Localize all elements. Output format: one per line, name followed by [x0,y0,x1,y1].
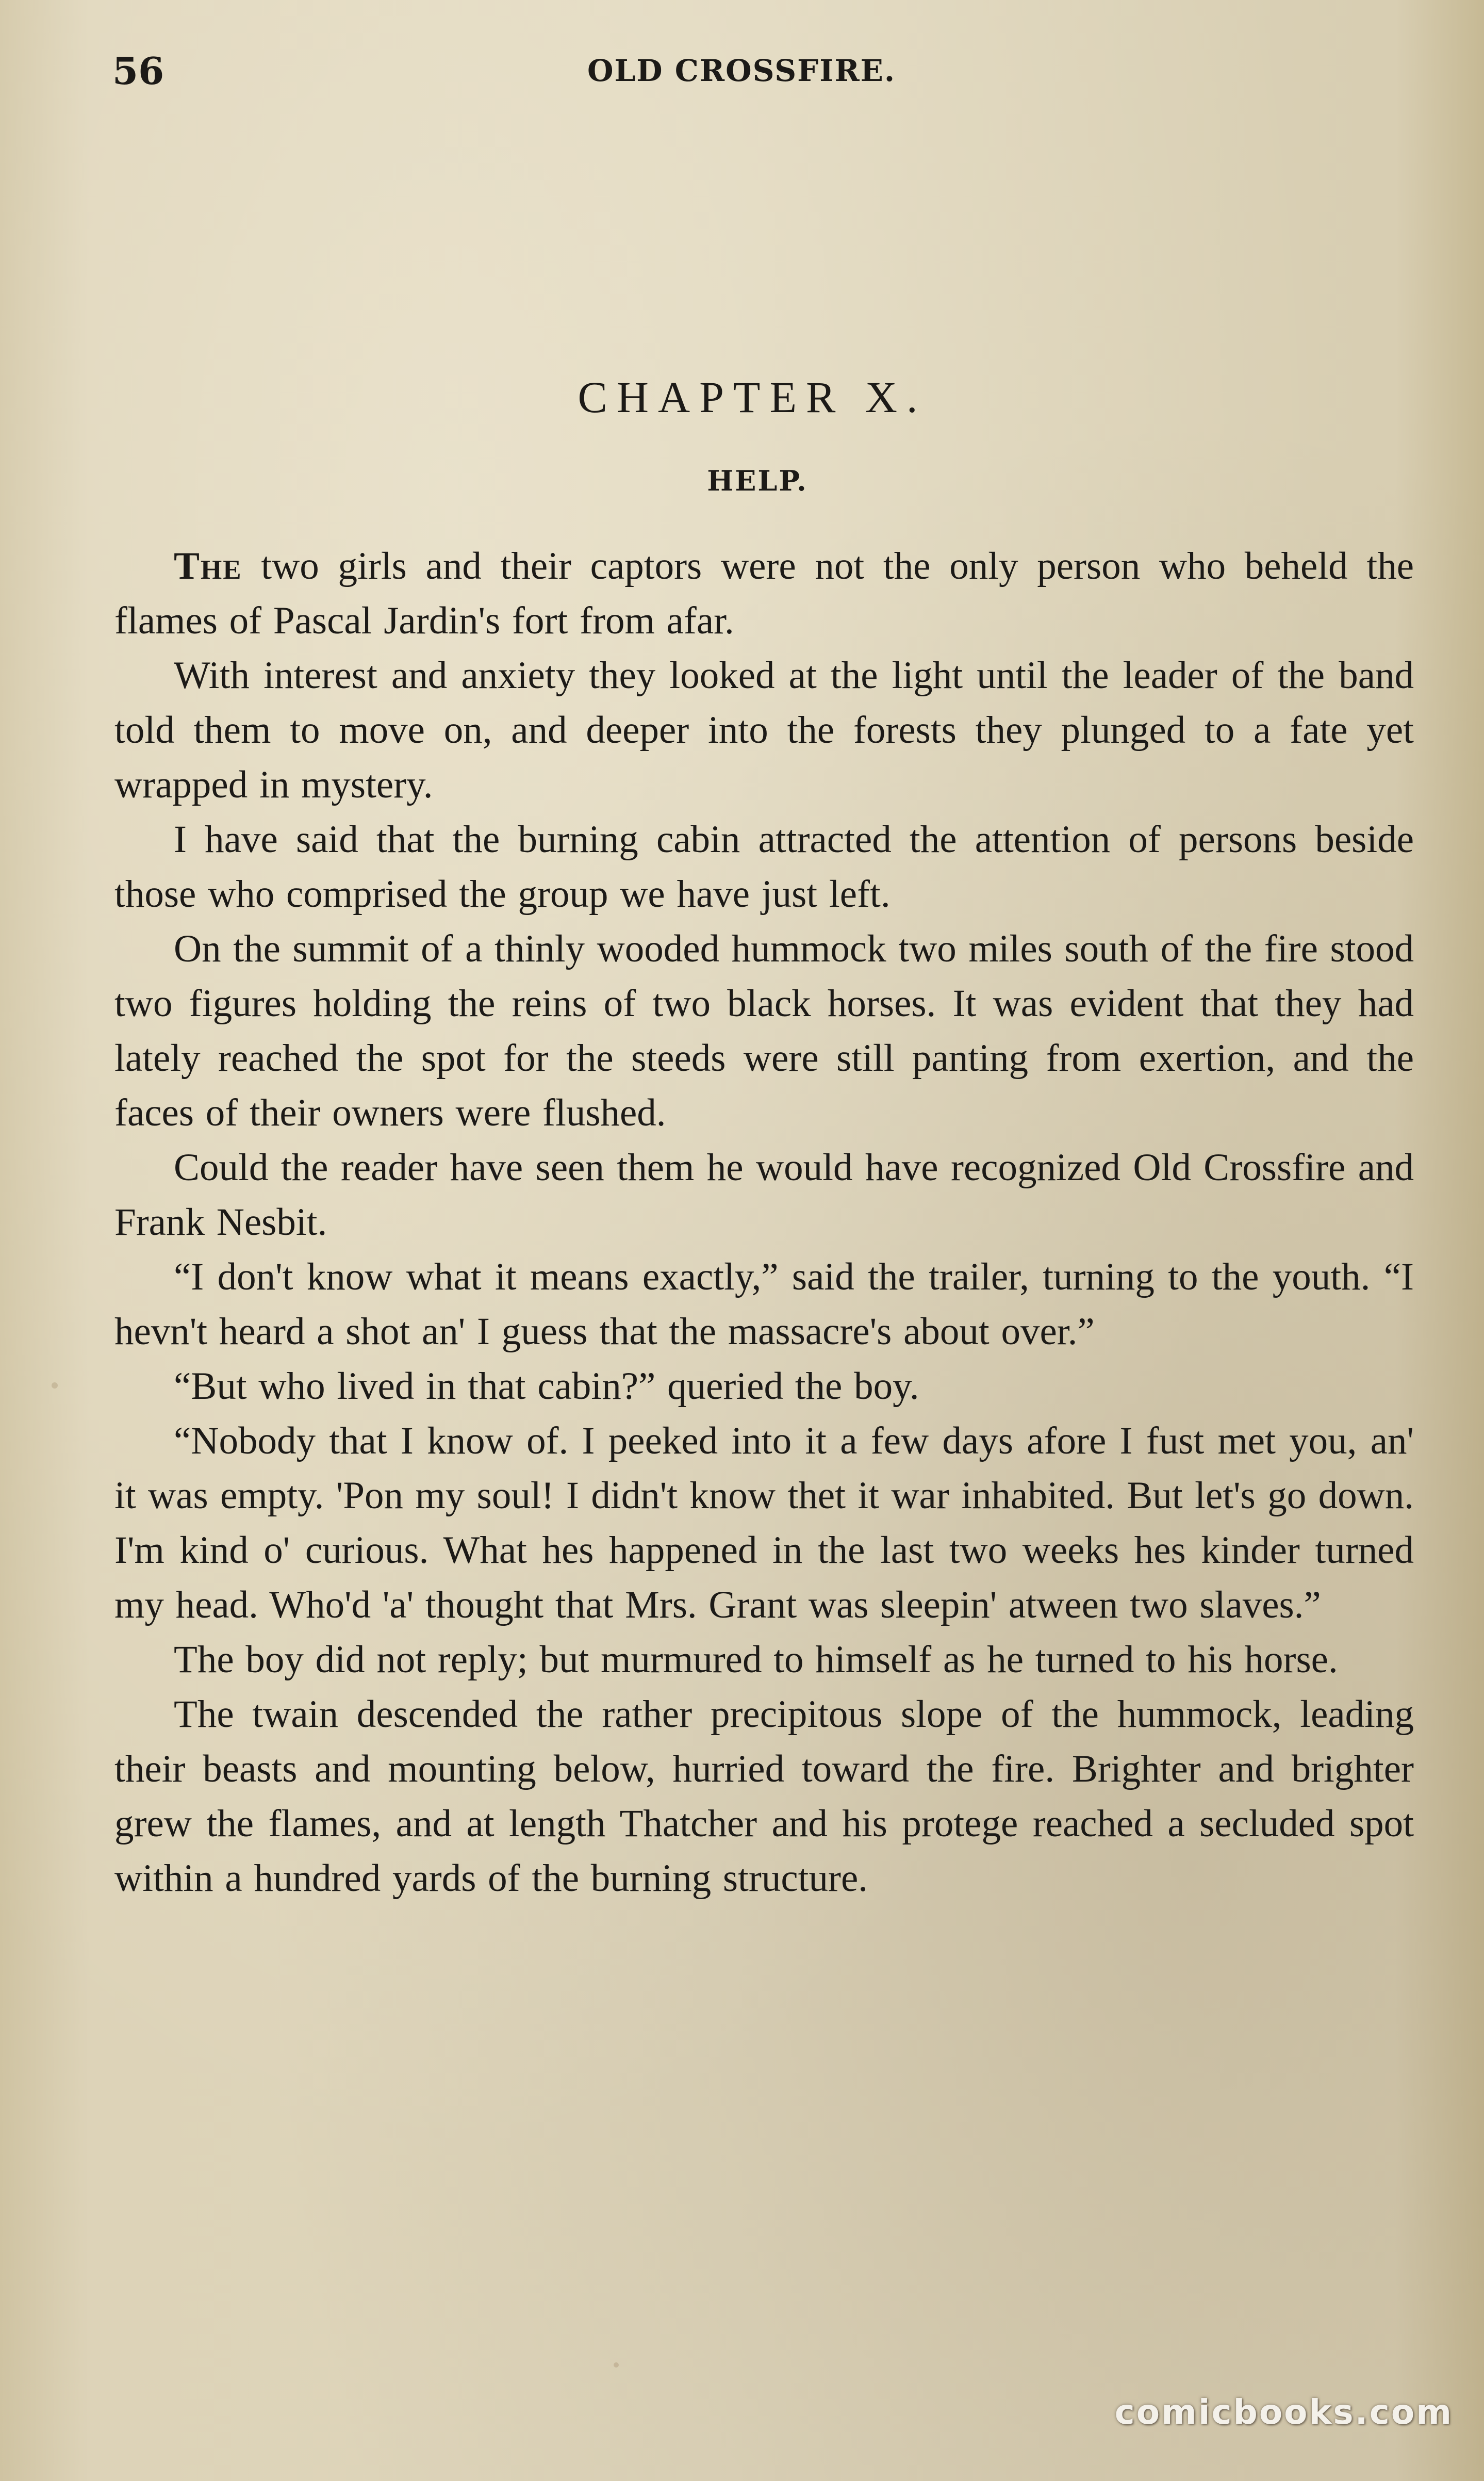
paragraph [114,1140,1414,1250]
paragraph-text: The boy did not reply; but murmured to himself as he turned to his horse. [174,1638,1338,1681]
paragraph [114,648,1414,812]
paragraph [114,922,1414,1140]
paragraph-text: On the summit of a thinly wooded hummock two miles south of the fire stood two figures holding the reins of two black horses. It was evident that they had lately reached the spot for the steeds were still panting from exertion, and the faces of their owners were flushed. [114,927,1414,1134]
page-number: 56 [112,49,164,93]
chapter-body [114,539,1414,1906]
watermark: comicbooks.com [1114,2392,1453,2432]
paragraph-text: “But who lived in that cabin?” queried the boy. [174,1365,919,1408]
page-header [112,49,1412,95]
paragraph-text: “I don't know what it means exactly,” said the trailer, turning to the youth. “I hevn't heard a shot an' I guess that the massacre's about over.” [114,1255,1414,1353]
paper-stain [614,2362,619,2368]
paragraph-text: two girls and their captors were not the only person who beheld the flames of Pascal Jardin's fort from afar. [114,545,1414,642]
paragraph [114,539,1414,648]
paragraph-text: I have said that the burning cabin attracted the attention of persons beside those who comprised the group we have just left. [114,818,1414,916]
paragraph-text: “Nobody that I know of. I peeked into it a few days afore I fust met you, an' it was empty. 'Pon my soul! I didn't know thet it war inhabited. But let's go down. I'm kind o' curious. What hes happened in the last two weeks hes kinder turned my head. Who'd 'a' thought that Mrs. Grant was sleepin' atween two slaves.” [114,1419,1414,1626]
paragraph [114,1359,1414,1414]
paper-stain [52,1382,58,1389]
chapter-subtitle: HELP. [707,464,808,497]
paragraph [114,812,1414,922]
paragraph [114,1633,1414,1687]
paragraph-text: Could the reader have seen them he would have recognized Old Crossfire and Frank Nesbit. [114,1146,1414,1244]
running-head: OLD CROSSFIRE. [587,53,896,88]
chapter-title: CHAPTER X. [578,372,927,422]
paragraph [114,1414,1414,1633]
paragraph [114,1250,1414,1359]
paragraph-lead-word: The [174,545,242,587]
paragraph-text: The twain descended the rather precipitous slope of the hummock, leading their beasts and mounting below, hurried toward the fire. Brighter and brighter grew the flames, and at length Thatcher and his protege reached a secluded spot within a hundred yards of the burning structure. [114,1693,1414,1900]
paragraph-text: With interest and anxiety they looked at the light until the leader of the band told them to move on, and deeper into the forests they plunged to a fate yet wrapped in mystery. [114,654,1414,806]
paragraph [114,1687,1414,1906]
